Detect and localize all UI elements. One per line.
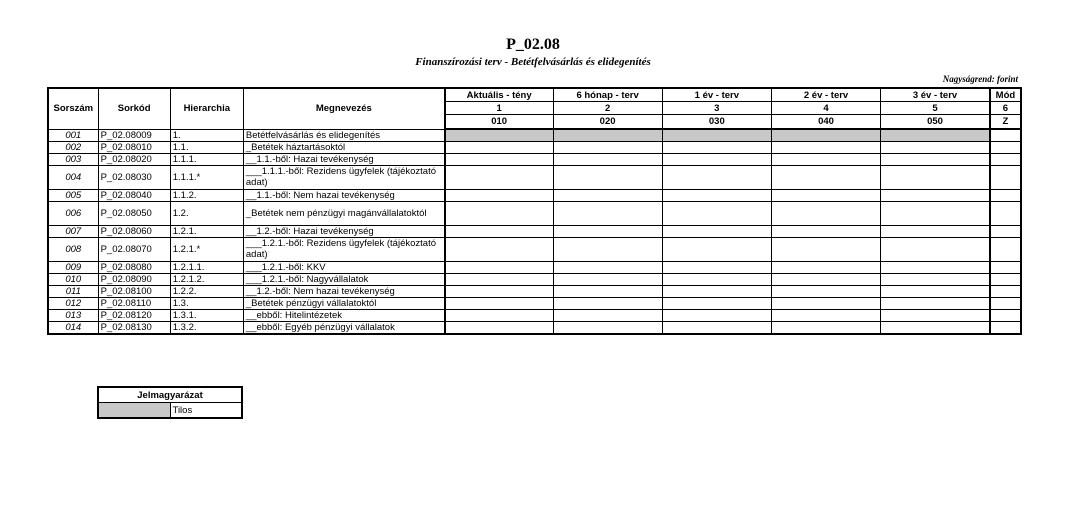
header-period-code: 020 <box>553 115 662 130</box>
row-value-cell[interactable] <box>445 297 553 309</box>
row-code: P_02.08020 <box>98 153 170 165</box>
row-code: P_02.08040 <box>98 189 170 201</box>
row-value-cell[interactable] <box>771 201 880 225</box>
row-serial: 006 <box>48 201 98 225</box>
table-row <box>48 225 1021 237</box>
row-code: P_02.08130 <box>98 321 170 334</box>
table-row <box>48 189 1021 201</box>
row-serial: 002 <box>48 141 98 153</box>
row-name: __1.1.-ből: Nem hazai tevékenység <box>243 189 444 201</box>
row-code: P_02.08070 <box>98 237 170 261</box>
row-code: P_02.08010 <box>98 141 170 153</box>
table-row <box>48 273 1021 285</box>
data-table <box>47 87 1022 335</box>
header-hierarchy: Hierarchia <box>170 88 243 129</box>
row-value-cell[interactable] <box>445 165 553 189</box>
legend <box>97 386 243 419</box>
table-row <box>48 153 1021 165</box>
header-mod-label: Mód <box>990 88 1021 102</box>
row-value-cell[interactable] <box>553 285 662 297</box>
header-period-label: 1 év - terv <box>662 88 771 102</box>
header-period-num: 5 <box>881 102 990 115</box>
header-period-label: 6 hónap - terv <box>553 88 662 102</box>
row-value-cell[interactable] <box>445 141 553 153</box>
row-hierarchy: 1. <box>170 129 243 141</box>
table-row <box>48 297 1021 309</box>
header-period-num: 1 <box>445 102 553 115</box>
row-hierarchy: 1.1. <box>170 141 243 153</box>
header-period-num: 4 <box>771 102 880 115</box>
row-value-cell[interactable] <box>771 237 880 261</box>
row-value-cell[interactable] <box>553 165 662 189</box>
row-value-cell[interactable] <box>553 321 662 334</box>
row-value-cell[interactable] <box>445 261 553 273</box>
row-value-cell[interactable] <box>662 237 771 261</box>
row-mod-cell[interactable] <box>990 297 1021 309</box>
header-period-code: 050 <box>881 115 990 130</box>
row-mod-cell[interactable] <box>990 309 1021 321</box>
row-name: _Betétek pénzügyi vállalatoktól <box>243 297 444 309</box>
row-value-cell[interactable] <box>553 189 662 201</box>
row-value-cell[interactable] <box>662 321 771 334</box>
row-value-cell[interactable] <box>553 261 662 273</box>
row-value-cell[interactable] <box>553 129 662 141</box>
row-name: Betétfelvásárlás és elidegenítés <box>243 129 444 141</box>
row-name: __1.2.-ből: Nem hazai tevékenység <box>243 285 444 297</box>
table-row <box>48 285 1021 297</box>
row-mod-cell[interactable] <box>990 261 1021 273</box>
header-period-label: 3 év - terv <box>881 88 990 102</box>
header-mod-code: Z <box>990 115 1021 130</box>
row-value-cell[interactable] <box>771 261 880 273</box>
row-name: _Betétek nem pénzügyi magánvállalatoktól <box>243 201 444 225</box>
row-serial: 005 <box>48 189 98 201</box>
row-serial: 007 <box>48 225 98 237</box>
row-value-cell[interactable] <box>881 165 990 189</box>
row-hierarchy: 1.2.2. <box>170 285 243 297</box>
row-value-cell[interactable] <box>771 309 880 321</box>
row-hierarchy: 1.2.1.2. <box>170 273 243 285</box>
row-value-cell[interactable] <box>445 153 553 165</box>
row-name: __ebből: Hitelintézetek <box>243 309 444 321</box>
row-value-cell[interactable] <box>553 237 662 261</box>
unit-label: Nagyságrend: forint <box>942 74 1018 84</box>
row-name: __1.1.-ből: Hazai tevékenység <box>243 153 444 165</box>
row-value-cell[interactable] <box>445 201 553 225</box>
row-hierarchy: 1.3. <box>170 297 243 309</box>
row-value-cell[interactable] <box>553 141 662 153</box>
row-name: _Betétek háztartásoktól <box>243 141 444 153</box>
row-mod-cell[interactable] <box>990 201 1021 225</box>
table-row <box>48 129 1021 141</box>
table-row <box>48 165 1021 189</box>
row-code: P_02.08080 <box>98 261 170 273</box>
row-serial: 008 <box>48 237 98 261</box>
header-period-code: 010 <box>445 115 553 130</box>
row-code: P_02.08030 <box>98 165 170 189</box>
row-value-cell[interactable] <box>553 273 662 285</box>
row-mod-cell[interactable] <box>990 285 1021 297</box>
row-mod-cell[interactable] <box>990 189 1021 201</box>
header-period-label: Aktuális - tény <box>445 88 553 102</box>
row-mod-cell[interactable] <box>990 273 1021 285</box>
row-hierarchy: 1.2.1.1. <box>170 261 243 273</box>
row-value-cell[interactable] <box>662 189 771 201</box>
table-row <box>48 321 1021 334</box>
row-value-cell[interactable] <box>771 141 880 153</box>
row-mod-cell[interactable] <box>990 165 1021 189</box>
row-value-cell[interactable] <box>445 273 553 285</box>
row-value-cell[interactable] <box>662 165 771 189</box>
row-value-cell[interactable] <box>881 309 990 321</box>
row-serial: 004 <box>48 165 98 189</box>
row-value-cell[interactable] <box>881 201 990 225</box>
row-code: P_02.08050 <box>98 201 170 225</box>
table-row <box>48 201 1021 225</box>
header-period-code: 040 <box>771 115 880 130</box>
row-hierarchy: 1.3.2. <box>170 321 243 334</box>
row-name: ___1.2.1.-ből: Nagyvállalatok <box>243 273 444 285</box>
row-code: P_02.08060 <box>98 225 170 237</box>
row-value-cell[interactable] <box>553 201 662 225</box>
table-row <box>48 309 1021 321</box>
row-value-cell[interactable] <box>771 153 880 165</box>
row-name: ___1.2.1.-ből: KKV <box>243 261 444 273</box>
row-mod-cell[interactable] <box>990 225 1021 237</box>
row-value-cell[interactable] <box>662 297 771 309</box>
row-value-cell[interactable] <box>771 297 880 309</box>
header-name: Megnevezés <box>243 88 444 129</box>
row-value-cell[interactable] <box>445 309 553 321</box>
row-hierarchy: 1.2. <box>170 201 243 225</box>
row-name: ___1.2.1.-ből: Rezidens ügyfelek (tájékoztató adat) <box>243 237 444 261</box>
row-serial: 001 <box>48 129 98 141</box>
row-value-cell[interactable] <box>881 285 990 297</box>
header-period-code: 030 <box>662 115 771 130</box>
row-value-cell[interactable] <box>445 237 553 261</box>
row-value-cell[interactable] <box>553 225 662 237</box>
table-row <box>48 141 1021 153</box>
row-value-cell[interactable] <box>771 189 880 201</box>
row-serial: 003 <box>48 153 98 165</box>
row-name: __1.2.-ből: Hazai tevékenység <box>243 225 444 237</box>
header-code: Sorkód <box>98 88 170 129</box>
row-value-cell[interactable] <box>662 225 771 237</box>
row-value-cell[interactable] <box>662 273 771 285</box>
row-value-cell[interactable] <box>881 261 990 273</box>
row-code: P_02.08090 <box>98 273 170 285</box>
row-name: __ebből: Egyéb pénzügyi vállalatok <box>243 321 444 334</box>
row-mod-cell[interactable] <box>990 141 1021 153</box>
legend-item-label: Tilos <box>170 403 242 419</box>
row-value-cell[interactable] <box>881 237 990 261</box>
table-row <box>48 237 1021 261</box>
row-value-cell[interactable] <box>881 129 990 141</box>
row-value-cell[interactable] <box>881 225 990 237</box>
row-serial: 014 <box>48 321 98 334</box>
row-serial: 013 <box>48 309 98 321</box>
row-value-cell[interactable] <box>553 297 662 309</box>
row-mod-cell[interactable] <box>990 321 1021 334</box>
row-value-cell[interactable] <box>553 309 662 321</box>
row-value-cell[interactable] <box>771 273 880 285</box>
row-value-cell[interactable] <box>662 261 771 273</box>
row-value-cell[interactable] <box>881 141 990 153</box>
row-serial: 009 <box>48 261 98 273</box>
row-code: P_02.08110 <box>98 297 170 309</box>
row-value-cell[interactable] <box>771 225 880 237</box>
row-hierarchy: 1.1.2. <box>170 189 243 201</box>
row-hierarchy: 1.3.1. <box>170 309 243 321</box>
row-value-cell[interactable] <box>553 153 662 165</box>
row-value-cell[interactable] <box>445 285 553 297</box>
row-value-cell[interactable] <box>445 225 553 237</box>
row-name: ___1.1.1.-ből: Rezidens ügyfelek (tájékoztató adat) <box>243 165 444 189</box>
row-code: P_02.08100 <box>98 285 170 297</box>
row-value-cell[interactable] <box>662 129 771 141</box>
row-value-cell[interactable] <box>881 297 990 309</box>
row-serial: 010 <box>48 273 98 285</box>
row-value-cell[interactable] <box>662 141 771 153</box>
row-value-cell[interactable] <box>881 153 990 165</box>
header-mod-num: 6 <box>990 102 1021 115</box>
table-row <box>48 261 1021 273</box>
form-title: P_02.08 <box>506 36 560 53</box>
row-hierarchy: 1.2.1. <box>170 225 243 237</box>
row-value-cell[interactable] <box>771 321 880 334</box>
row-code: P_02.08120 <box>98 309 170 321</box>
header-serial: Sorszám <box>48 88 98 129</box>
row-value-cell[interactable] <box>662 153 771 165</box>
row-hierarchy: 1.1.1.* <box>170 165 243 189</box>
row-value-cell[interactable] <box>881 273 990 285</box>
row-value-cell[interactable] <box>881 321 990 334</box>
row-value-cell[interactable] <box>445 189 553 201</box>
row-value-cell[interactable] <box>662 285 771 297</box>
row-code: P_02.08009 <box>98 129 170 141</box>
row-serial: 012 <box>48 297 98 309</box>
row-value-cell[interactable] <box>881 189 990 201</box>
row-hierarchy: 1.2.1.* <box>170 237 243 261</box>
row-value-cell[interactable] <box>662 309 771 321</box>
header-period-num: 3 <box>662 102 771 115</box>
row-value-cell[interactable] <box>445 321 553 334</box>
row-value-cell[interactable] <box>771 285 880 297</box>
row-mod-cell[interactable] <box>990 237 1021 261</box>
legend-swatch <box>98 403 170 419</box>
row-mod-cell[interactable] <box>990 153 1021 165</box>
header-period-label: 2 év - terv <box>771 88 880 102</box>
row-mod-cell[interactable] <box>990 129 1021 141</box>
row-value-cell[interactable] <box>771 129 880 141</box>
row-hierarchy: 1.1.1. <box>170 153 243 165</box>
header-period-num: 2 <box>553 102 662 115</box>
legend-title: Jelmagyarázat <box>98 387 242 403</box>
row-value-cell[interactable] <box>445 129 553 141</box>
row-value-cell[interactable] <box>771 165 880 189</box>
row-value-cell[interactable] <box>662 201 771 225</box>
row-serial: 011 <box>48 285 98 297</box>
form-subtitle: Finanszírozási terv - Betétfelvásárlás és elidegenítés <box>415 56 651 68</box>
